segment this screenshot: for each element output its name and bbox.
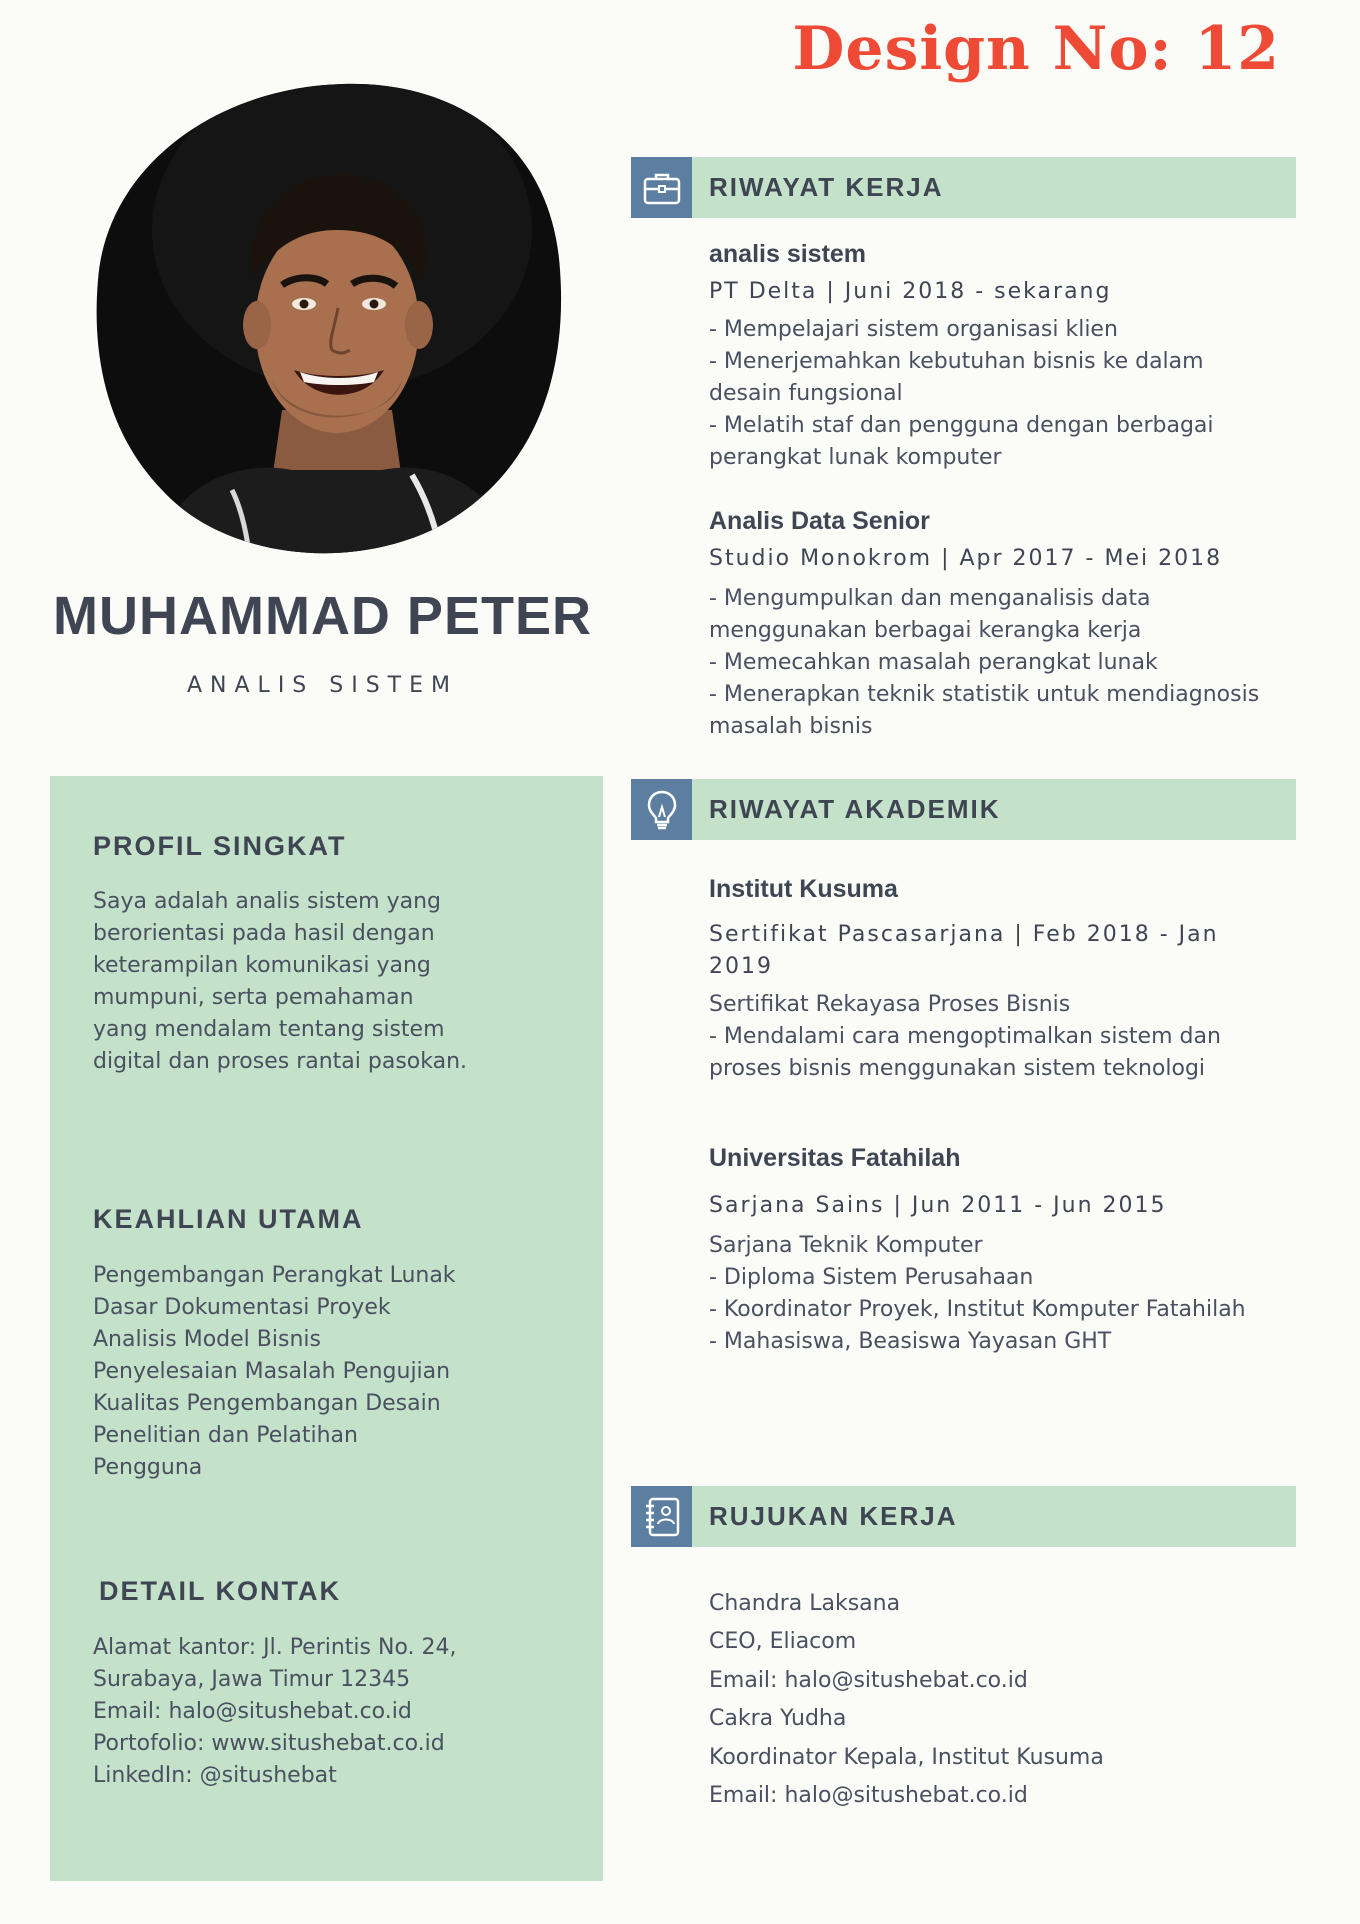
- job-desc-line: - Melatih staf dan pengguna dengan berbagai: [709, 413, 1214, 438]
- work-history-header: [631, 157, 1296, 218]
- summary-line: berorientasi pada hasil dengan: [93, 921, 435, 946]
- education-desc-line: Sertifikat Rekayasa Proses Bisnis: [709, 992, 1071, 1017]
- education-entry: [709, 875, 1309, 1085]
- left-info-panel: [50, 776, 603, 1881]
- job-role: analis sistem: [709, 240, 867, 268]
- skills-list: [93, 1260, 523, 1484]
- education-desc-line: - Mahasiswa, Beasiswa Yayasan GHT: [709, 1329, 1112, 1354]
- summary-line: digital dan proses rantai pasokan.: [93, 1049, 468, 1074]
- education-meta: [709, 1190, 1309, 1222]
- reference-line: Email: halo@situshebat.co.id: [709, 1782, 1028, 1808]
- reference-line: Chandra Laksana: [709, 1591, 901, 1616]
- summary-heading: PROFIL SINGKAT: [93, 831, 347, 861]
- summary-line: keterampilan komunikasi yang: [93, 953, 431, 978]
- skill-item: Pengembangan Perangkat Lunak: [93, 1263, 456, 1288]
- contact-line: Alamat kantor: Jl. Perintis No. 24,: [93, 1635, 457, 1660]
- contact-line: Portofolio: www.situshebat.co.id: [93, 1731, 445, 1756]
- references-header: [631, 1486, 1296, 1547]
- job-desc-line: - Memecahkan masalah perangkat lunak: [709, 650, 1158, 675]
- job-desc-line: menggunakan berbagai kerangka kerja: [709, 618, 1142, 643]
- education-desc-line: Sarjana Teknik Komputer: [709, 1233, 983, 1258]
- references-list: [709, 1585, 1309, 1815]
- education-desc-line: - Mendalami cara mengoptimalkan sistem dan: [709, 1024, 1221, 1049]
- job-meta: PT Delta | Juni 2018 - sekarang: [709, 279, 1112, 304]
- education-desc-line: - Diploma Sistem Perusahaan: [709, 1265, 1034, 1290]
- job-meta: Studio Monokrom | Apr 2017 - Mei 2018: [709, 546, 1223, 571]
- job-desc-line: - Menerapkan teknik statistik untuk mendiagnosis: [709, 682, 1260, 707]
- job-desc-line: - Mengumpulkan dan menganalisis data: [709, 586, 1151, 611]
- contact-line: Email: halo@situshebat.co.id: [93, 1699, 412, 1724]
- job-desc-line: perangkat lunak komputer: [709, 445, 1002, 470]
- references-title: RUJUKAN KERJA: [709, 1501, 958, 1531]
- reference-line: CEO, Eliacom: [709, 1629, 857, 1655]
- candidate-name: MUHAMMAD PETER: [53, 586, 592, 646]
- job-role: Analis Data Senior: [709, 507, 930, 535]
- contact-line: Surabaya, Jawa Timur 12345: [93, 1667, 411, 1692]
- job-desc-line: masalah bisnis: [709, 714, 873, 739]
- education-description: [709, 1230, 1309, 1358]
- summary-line: Saya adalah analis sistem yang: [93, 889, 442, 914]
- job-desc-line: - Menerjemahkan kebutuhan bisnis ke dalam: [709, 349, 1204, 374]
- job-desc-line: desain fungsional: [709, 381, 903, 406]
- academic-history-header: [631, 779, 1296, 840]
- education-meta: [709, 919, 1309, 983]
- job-description: [709, 583, 1309, 743]
- job-desc-line: - Mempelajari sistem organisasi klien: [709, 317, 1118, 342]
- contact-heading: DETAIL KONTAK: [99, 1576, 341, 1606]
- design-number-label: Design No: 12: [792, 14, 1280, 84]
- job-description: [709, 314, 1309, 474]
- job-entry: [709, 240, 1309, 474]
- skill-item: Penelitian dan Pelatihan: [93, 1423, 358, 1448]
- profile-photo: [92, 80, 562, 560]
- skills-heading: KEAHLIAN UTAMA: [93, 1204, 364, 1234]
- skill-item: Penyelesaian Masalah Pengujian: [93, 1359, 451, 1384]
- school-name: Institut Kusuma: [709, 875, 898, 903]
- briefcase-icon: [631, 157, 692, 218]
- reference-line: Email: halo@situshebat.co.id: [709, 1667, 1028, 1693]
- education-desc-line: proses bisnis menggunakan sistem teknologi: [709, 1056, 1206, 1081]
- education-meta-line: Sertifikat Pascasarjana | Feb 2018 - Jan: [709, 922, 1219, 947]
- reference-line: Koordinator Kepala, Institut Kusuma: [709, 1744, 1104, 1770]
- contact-line: LinkedIn: @situshebat: [93, 1763, 337, 1788]
- skill-item: Analisis Model Bisnis: [93, 1327, 321, 1352]
- contact-details: [93, 1632, 523, 1792]
- skill-item: Pengguna: [93, 1455, 203, 1480]
- summary-text: [93, 886, 523, 1078]
- candidate-job-title: ANALIS SISTEM: [187, 673, 458, 698]
- reference-line: Cakra Yudha: [709, 1706, 847, 1732]
- education-desc-line: - Koordinator Proyek, Institut Komputer Fatahilah: [709, 1297, 1246, 1322]
- lightbulb-icon: [631, 779, 692, 840]
- education-entry: [709, 1144, 1309, 1358]
- education-meta-line: 2019: [709, 954, 773, 979]
- summary-line: yang mendalam tentang sistem: [93, 1017, 445, 1042]
- summary-line: mumpuni, serta pemahaman: [93, 985, 414, 1010]
- contacts-notebook-icon: [631, 1486, 692, 1547]
- academic-history-title: RIWAYAT AKADEMIK: [709, 794, 1001, 824]
- skill-item: Dasar Dokumentasi Proyek: [93, 1295, 391, 1320]
- education-description: [709, 989, 1309, 1085]
- education-meta-line: Sarjana Sains | Jun 2011 - Jun 2015: [709, 1193, 1167, 1218]
- work-history-title: RIWAYAT KERJA: [709, 172, 944, 202]
- skill-item: Kualitas Pengembangan Desain: [93, 1391, 441, 1416]
- job-entry: [709, 507, 1309, 743]
- school-name: Universitas Fatahilah: [709, 1144, 961, 1172]
